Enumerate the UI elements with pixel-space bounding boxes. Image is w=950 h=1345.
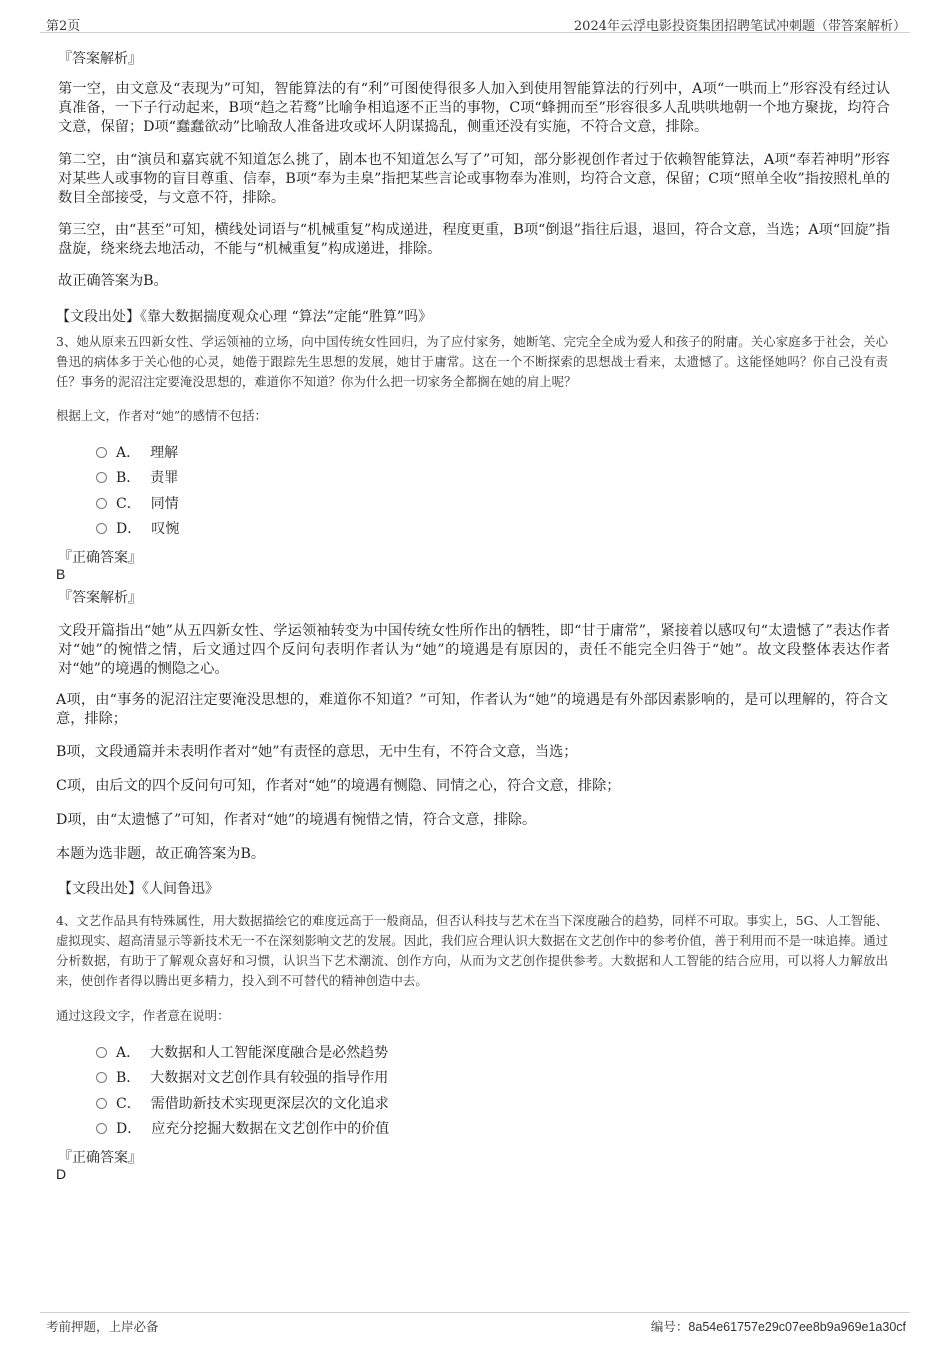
page-footer xyxy=(40,1312,910,1337)
radio-icon[interactable] xyxy=(96,1123,107,1134)
q4-option-a[interactable]: A． 大数据和人工智能深度融合是必然趋势 xyxy=(96,1042,388,1062)
q4-answer-label: 『正确答案』 xyxy=(58,1150,142,1166)
q3-analysis-label: 『答案解析』 xyxy=(58,590,142,606)
q3-option-a[interactable]: A． 理解 xyxy=(96,442,178,462)
q4-option-c[interactable]: C． 需借助新技术实现更深层次的文化追求 xyxy=(96,1093,389,1113)
q4-option-d[interactable]: D． 应充分挖掘大数据在文艺创作中的价值 xyxy=(96,1118,389,1138)
radio-icon[interactable] xyxy=(96,1072,107,1083)
q3-text: 3、她从原来五四新女性、学运领袖的立场，向中国传统女性回归，为了应付家务，她断笔、完完全全成为爱人和孩子的附庸。关心家庭多于社会，关心鲁迅的病体多于关心他的心灵，她倦于跟踪先生思想的发展，她甘于庸常。这在一个不断探索的思想战士看来，太遗憾了。这能怪她吗？你自己没有责任？事务的泥沼注定要淹没思想的，难道你不知道？你为什么把一切家务全都搁在她的肩上呢？ xyxy=(56,334,888,389)
q3-option-d[interactable]: D． 叹惋 xyxy=(96,518,179,538)
q2-analysis-label: 『答案解析』 xyxy=(58,51,142,67)
q3-answer-label: 『正确答案』 xyxy=(58,550,142,566)
radio-icon[interactable] xyxy=(96,447,107,458)
q4-answer: D xyxy=(56,1166,67,1182)
q3-analysis-paragraph-1: 文段开篇指出“她”从五四新女性、学运领袖转变为中国传统女性所作出的牺牲，即“甘于庸常”，紧接着以感叹句“太遗憾了”表达作者对“她”的惋惜之情，后文通过四个反问句表明作者认为“她”的境遇是有原因的，责任不能完全归咎于“她”。故文段整体表达作者对“她”的境遇的恻隐之心。 xyxy=(58,623,890,677)
radio-icon[interactable] xyxy=(96,523,107,534)
q4-option-b[interactable]: B． 大数据对文艺创作具有较强的指导作用 xyxy=(96,1067,388,1087)
document-title: 2024年云浮电影投资集团招聘笔试冲刺题（带答案解析） xyxy=(573,19,906,34)
q3-stem: 根据上文，作者对“她”的感情不包括： xyxy=(56,408,267,423)
q2-analysis-paragraph-2: 第二空，由“演员和嘉宾就不知道怎么挑了，剧本也不知道怎么写了”可知，部分影视创作者过于依赖智能算法，A项“奉若神明”形容对某些人或事物的盲目尊重、信奉，B项“奉为圭臬”指把某些言论或事物奉为准则，均符合文意，保留；C项“照单全收”指按照札单的数目全部接受，与文意不符，排除。 xyxy=(58,152,890,206)
radio-icon[interactable] xyxy=(96,1047,107,1058)
q2-source: 【文段出处】《靠大数据揣度观众心理 “算法”定能“胜算”吗》 xyxy=(56,309,433,325)
q3-conclusion: 本题为选非题，故正确答案为B。 xyxy=(56,846,266,862)
q3-answer: B xyxy=(56,566,66,582)
footer-slogan: 考前押题，上岸必备 xyxy=(46,1319,159,1334)
q4-stem: 通过这段文字，作者意在说明： xyxy=(56,1008,230,1023)
radio-icon[interactable] xyxy=(96,1098,107,1109)
q3-source: 【文段出处】《人间鲁迅》 xyxy=(58,881,219,897)
q3-analysis-option-d: D项，由“太遗憾了”可知，作者对“她”的境遇有惋惜之情，符合文意，排除。 xyxy=(56,812,537,828)
page-number: 第2页 xyxy=(46,19,81,34)
q2-analysis-paragraph-3: 第三空，由“甚至”可知，横线处词语与“机械重复”构成递进，程度更重，B项“倒退”指往后退，退回，符合文意，当选；A项“回旋”指盘旋，绕来绕去地活动，不能与“机械重复”构成递进，排除。 xyxy=(58,222,890,257)
q3-analysis-option-b: B项，文段通篇并未表明作者对“她”有责怪的意思，无中生有，不符合文意，当选； xyxy=(56,744,578,760)
q2-conclusion: 故正确答案为B。 xyxy=(58,273,168,289)
document-code: 编号：8a54e61757e29c07ee8b9a969e1a30cf xyxy=(650,1319,906,1334)
q3-analysis-option-c: C项，由后文的四个反问句可知，作者对“她”的境遇有恻隐、同情之心，符合文意，排除； xyxy=(56,778,621,794)
q3-option-b[interactable]: B． 责罪 xyxy=(96,467,178,487)
q4-text: 4、文艺作品具有特殊属性，用大数据描绘它的难度远高于一般商品，但否认科技与艺术在当下深度融合的趋势，同样不可取。事实上，5G、人工智能、虚拟现实、超高清显示等新技术无一不在深刻影响文艺的发展。因此，我们应合理认识大数据在文艺创作中的参考价值，善于利用而不是一味追捧。通过分析数据，有助于了解观众喜好和习惯，认识当下艺术潮流、创作方向，从而为文艺创作提供参考。大数据和人工智能的结合应用，可以将人力解放出来，使创作者得以腾出更多精力，投入到不可替代的精神创造中去。 xyxy=(56,913,888,988)
page-header xyxy=(40,12,910,33)
q3-option-c[interactable]: C． 同情 xyxy=(96,493,179,513)
radio-icon[interactable] xyxy=(96,472,107,483)
q3-analysis-option-a: A项，由“事务的泥沼注定要淹没思想的，难道你不知道？”可知，作者认为“她”的境遇是有外部因素影响的，是可以理解的，符合文意，排除； xyxy=(56,692,888,727)
radio-icon[interactable] xyxy=(96,498,107,509)
q2-analysis-paragraph-1: 第一空，由文意及“表现为”可知，智能算法的有“利”可图使得很多人加入到使用智能算法的行列中，A项“一哄而上”形容没有经过认真准备，一下子行动起来，B项“趋之若鹜”比喻争相追逐不正当的事物，C项“蜂拥而至”形容很多人乱哄哄地朝一个地方聚拢，均符合文意，保留；D项“蠢蠢欲动”比喻敌人准备进攻或坏人阴谋捣乱，侧重还没有实施，不符合文意，排除。 xyxy=(58,81,890,135)
